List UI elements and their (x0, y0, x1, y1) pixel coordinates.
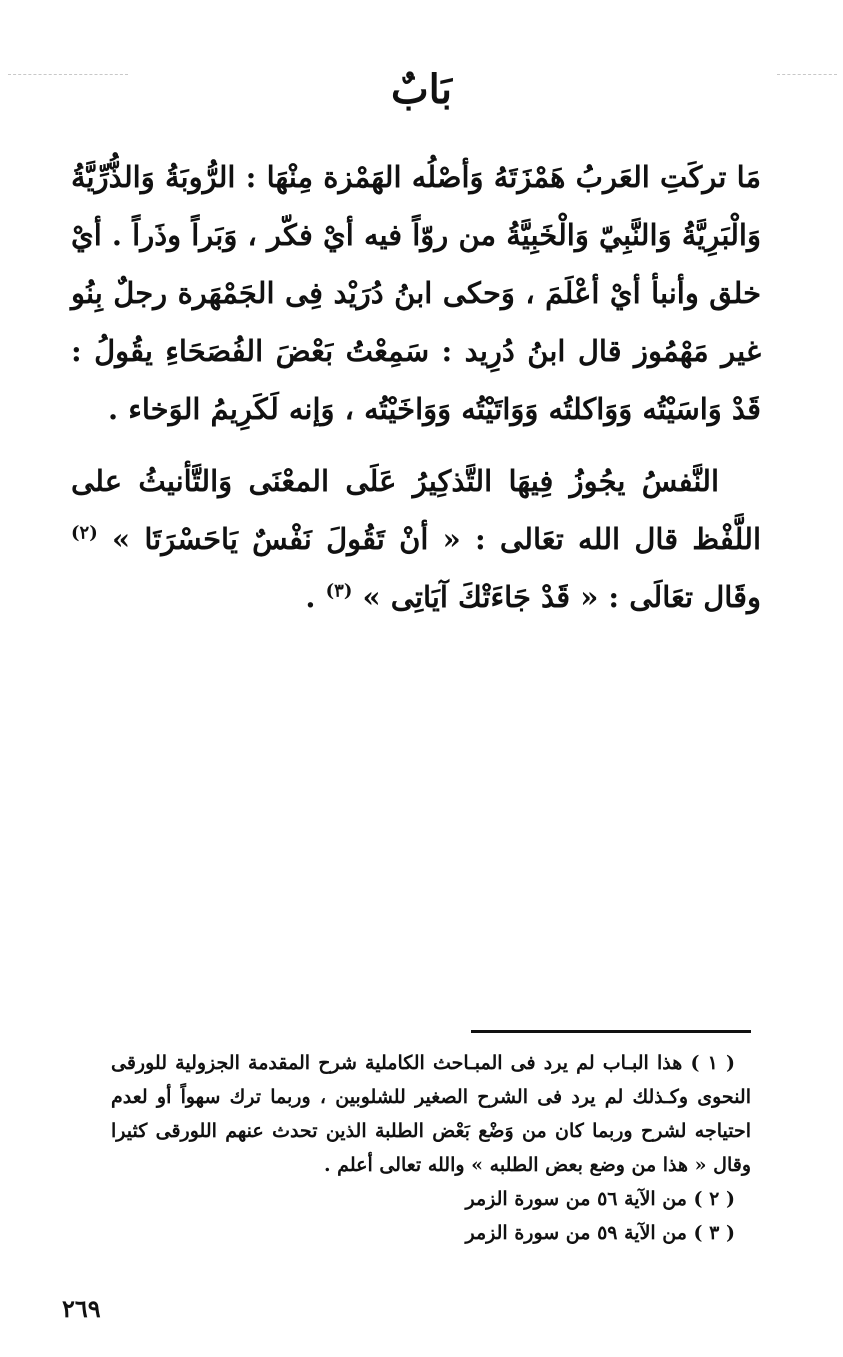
paragraph-hamz: مَا تركَتِ العَربُ هَمْزَتَهُ وَأصْلُه الهَمْزة مِنْهَا : الرُّوبَةُ وَالذُّرِّيَّةُ وَالْبَرِيَّةُ وَالنَّبِيّ وَالْخَبِيَّةُ من روّاً فيه أيْ فكّر ، وَبَراً وذَراً . أيْ خلق وأنبأ أيْ أعْلَمَ ، وَحكى ابنُ دُرَيْد فِى الجَمْهَرة رجلٌ بِنُو غير مَهْمُوز قال ابنُ دُرِيد : سَمِعْتُ بَعْضَ الفُصَحَاءِ يقُولُ : قَدْ وَاسَيْتُه وَوَاكلتُه وَوَاتَيْتُه وَوَاخَيْتُه ، وَإنه لَكَرِيمُ الوَخاء . (71, 160, 761, 426)
footnote-3: ( ٣ ) من الآية ٥٩ من سورة الزمر (465, 1222, 735, 1244)
footnote-2: ( ٢ ) من الآية ٥٦ من سورة الزمر (465, 1188, 735, 1210)
quran-quote-1: النَّفسُ يجُوزُ فِيهَا التَّذكِيرُ عَلَى المعْنَى وَالتَّأنيثُ على اللَّفْظ قال الله تعَالى : « أنْ تَقُولَ نَفْسٌ يَاحَسْرَتَا » (71, 464, 762, 556)
sentence-end: . (305, 580, 316, 614)
footnote-marker-2: (٢) (71, 522, 98, 544)
chapter-heading: بَابٌ (391, 66, 452, 113)
footnote-marker-3: (٣) (325, 580, 353, 602)
quran-quote-2: وقَال تعَالَى : « قَدْ جَاءَتْكَ آيَاتِى » (362, 580, 761, 614)
main-text (71, 148, 761, 626)
page-number: ٢٦٩ (62, 1294, 101, 1323)
footnotes (111, 1046, 751, 1250)
footnote-1: ( ١ ) هذا البـاب لم يرد فى المبـاحث الكاملية شرح المقدمة الجزولية للورقى النحوى وكـذلك لم يرد فى الشرح الصغير للشلوبين ، وربما ترك سهواً أو لعدم احتياجه لشرح وربما كان من وَضْع بَعْض الطلبة الذين تحدث عنهم اللورقى كثيرا وقال « هذا من وضع بعض الطلبه » والله تعالى أعلم . (111, 1052, 751, 1176)
footnote-separator (471, 1030, 751, 1033)
paragraph-nafs (71, 452, 761, 626)
